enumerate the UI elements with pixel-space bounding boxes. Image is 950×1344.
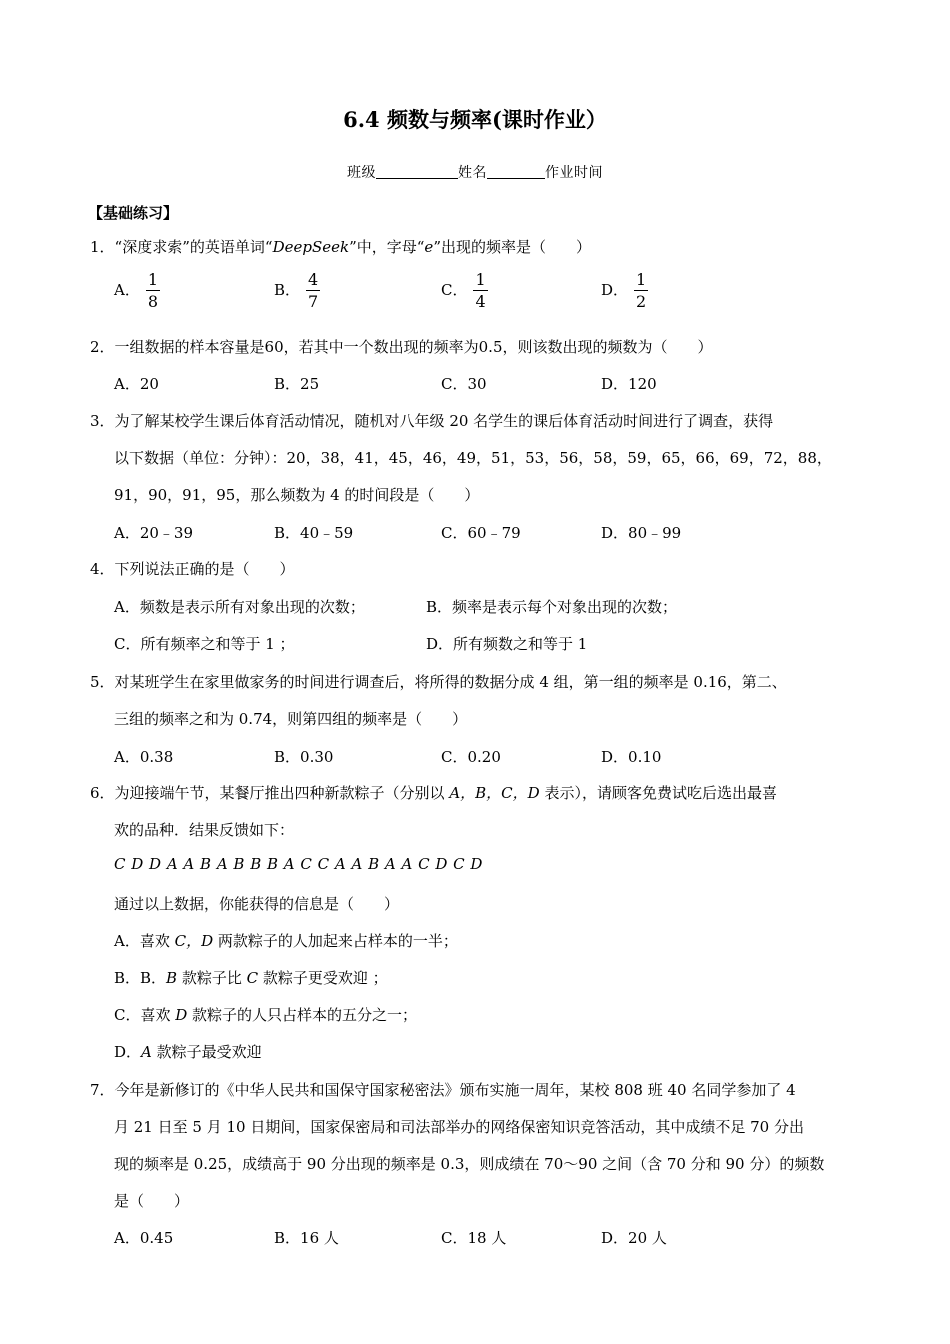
q3-option-a: A．20﹣39: [114, 524, 194, 542]
q7-option-a: A．0.45: [114, 1229, 174, 1247]
q7-option-d: D．20 人: [601, 1229, 667, 1247]
q2-option-d: D．120: [601, 375, 657, 393]
q1-option-b: B． $\frac{4}{7}$: [274, 270, 319, 311]
q7-line-4: 是（ ）: [114, 1192, 190, 1210]
q4-option-d: D．所有频数之和等于 1: [426, 635, 588, 653]
q5-option-c: C．0.20: [441, 748, 501, 766]
q6-line-4: 通过以上数据，你能获得的信息是（ ）: [114, 895, 400, 913]
page-title: 6.4 频数与频率(课时作业）: [343, 107, 607, 132]
q4-option-b: B．频率是表示每个对象出现的次数；: [426, 598, 678, 616]
q6-option-b: B．B．B 款粽子比 C 款粽子更受欢迎 ；: [114, 969, 388, 987]
q1-stem: 1．“深度求索”的英语单词“DeepSeek”中，字母“e”出现的频率是（ ）: [90, 238, 591, 256]
q3-option-c: C．60﹣79: [441, 524, 521, 542]
fraction: $\frac{1}{2}$: [636, 270, 647, 311]
section-heading: 【基础练习】: [88, 204, 179, 222]
q7-option-b: B．16 人: [274, 1229, 339, 1247]
q2-stem: 2．一组数据的样本容量是60，若其中一个数出现的频率为0.5，则该数出现的频数为（ ）: [90, 338, 713, 356]
q4-stem: 4．下列说法正确的是（ ）: [90, 560, 295, 578]
q2-option-c: C．30: [441, 375, 487, 393]
q1-option-c: C． $\frac{1}{4}$: [441, 270, 486, 311]
q6-data: C D D A A B A B B B A C C A A B A A C D C D: [114, 855, 483, 873]
q6-option-d: D．A 款粽子最受欢迎: [114, 1043, 262, 1061]
q5-line-2: 三组的频率之和为 0.74，则第四组的频率是（ ）: [114, 710, 468, 728]
q7-line-1: 7．今年是新修订的《中华人民共和国保守国家秘密法》颁布实施一周年，某校 808 班 40 名同学参加了 4: [90, 1081, 796, 1099]
q3-line-1: 3．为了解某校学生课后体育活动情况，随机对八年级 20 名学生的课后体育活动时间进行了调查，获得: [90, 412, 774, 430]
student-info-line: [0, 162, 950, 182]
q5-option-a: A．0.38: [114, 748, 174, 766]
q3-line-3: 91，90，91，95，那么频数为 4 的时间段是（ ）: [114, 486, 480, 504]
q5-line-1: 5．对某班学生在家里做家务的时间进行调查后，将所得的数据分成 4 组，第一组的频率是 0.16，第二、: [90, 673, 787, 691]
q3-option-b: B．40﹣59: [274, 524, 354, 542]
q2-option-b: B．25: [274, 375, 320, 393]
q4-option-c: C．所有频率之和等于 1 ；: [114, 635, 295, 653]
q1-option-d: D． $\frac{1}{2}$: [601, 270, 647, 311]
q6-option-c: C．喜欢 D 款粽子的人只占样本的五分之一；: [114, 1006, 418, 1024]
name-blank: [487, 164, 545, 179]
q6-line-2: 欢的品种．结果反馈如下：: [114, 821, 295, 839]
q6-line-1: 6．为迎接端午节，某餐厅推出四种新款粽子（分别以 A，B，C，D 表示），请顾客免费试吃后选出最喜: [90, 784, 777, 802]
q2-option-a: A．20: [114, 375, 159, 393]
q4-option-a: A．频数是表示所有对象出现的次数；: [114, 598, 365, 616]
fraction: $\frac{4}{7}$: [308, 270, 319, 311]
q1-option-a: A． $\frac{1}{8}$: [114, 270, 159, 311]
q5-option-b: B．0.30: [274, 748, 334, 766]
q7-option-c: C．18 人: [441, 1229, 507, 1247]
name-label: 姓名: [458, 165, 487, 181]
q6-option-a: A．喜欢 C，D 两款粽子的人加起来占样本的一半；: [114, 932, 458, 950]
time-label: 作业时间: [545, 165, 603, 181]
q3-option-d: D．80﹣99: [601, 524, 682, 542]
q7-line-2: 月 21 日至 5 月 10 日期间，国家保密局和司法部举办的网络保密知识竞答活动，其中成绩不足 70 分出: [114, 1118, 804, 1136]
class-label: 班级: [347, 165, 376, 181]
q3-line-2: 以下数据（单位：分钟）：20，38，41，45，46，49，51，53，56，58，59，65，66，69，72，88，: [114, 449, 832, 467]
class-blank: [376, 164, 458, 179]
fraction: $\frac{1}{4}$: [475, 270, 486, 311]
fraction: $\frac{1}{8}$: [147, 270, 159, 311]
q5-option-d: D．0.10: [601, 748, 662, 766]
q7-line-3: 现的频率是 0.25，成绩高于 90 分出现的频率是 0.3，则成绩在 70～90 之间（含 70 分和 90 分）的频数: [114, 1155, 825, 1173]
